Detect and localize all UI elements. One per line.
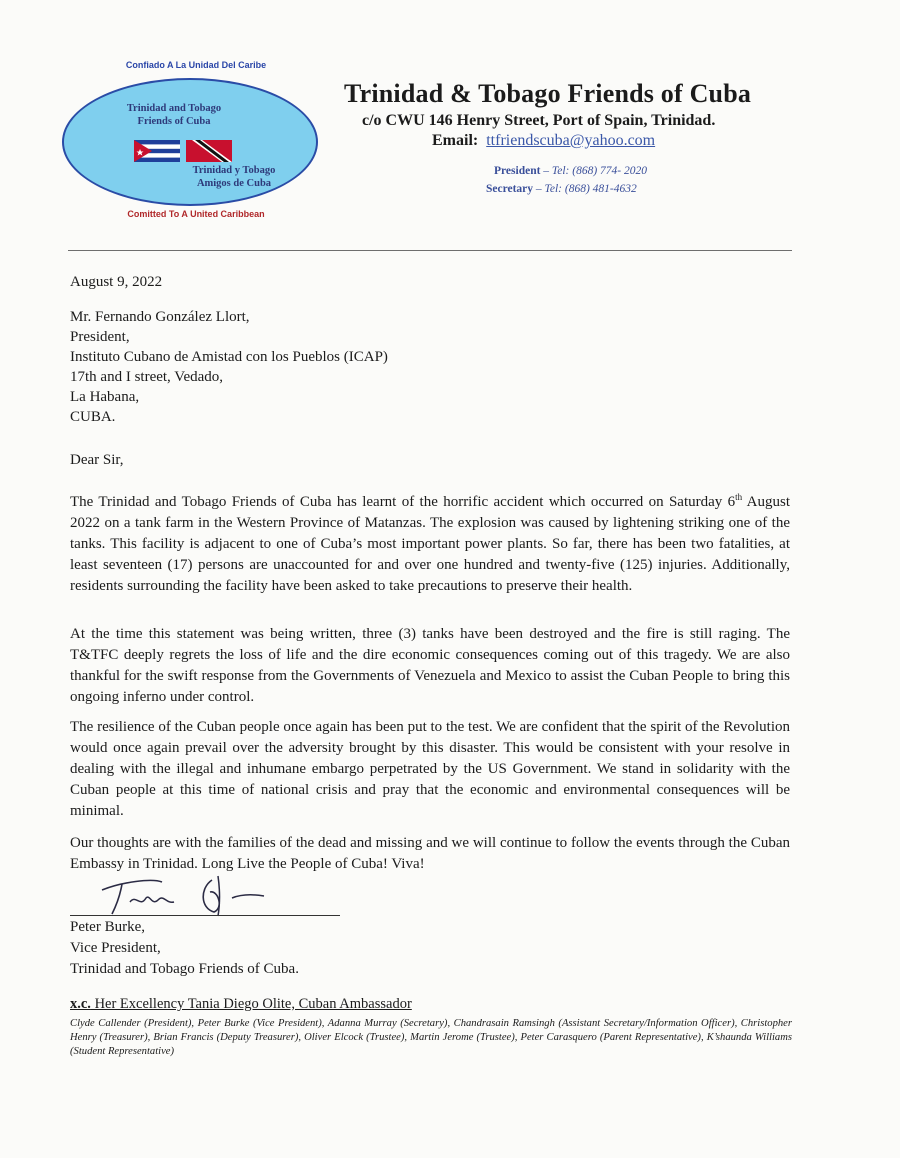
org-title: Trinidad & Tobago Friends of Cuba — [344, 79, 752, 108]
logo-name-english: Trinidad and Tobago Friends of Cuba — [126, 103, 222, 127]
recipient-line: CUBA. — [70, 409, 116, 425]
salutation: Dear Sir, — [70, 452, 124, 468]
secretary-contact — [486, 183, 786, 195]
cc-label: x.c. — [70, 996, 91, 1012]
cc-recipient — [70, 996, 790, 1013]
signature-line — [70, 915, 340, 916]
recipient-line: Instituto Cubano de Amistad con los Pueblos (ICAP) — [70, 349, 388, 365]
signer-title: Vice President, — [70, 940, 161, 956]
paragraph-4: Our thoughts are with the families of the dead and missing and we will continue to follow the events through the Cuban Embassy in Trinidad. Long Live the People of Cuba! Viva! — [70, 835, 790, 872]
signer-org: Trinidad and Tobago Friends of Cuba. — [70, 961, 299, 977]
recipient-line: La Habana, — [70, 389, 140, 405]
email-label: Email: — [432, 132, 479, 149]
secretary-role: Secretary — [486, 183, 534, 195]
recipient-address — [70, 307, 790, 427]
paragraph-1: The Trinidad and Tobago Friends of Cuba has learnt of the horrific accident which occurred on Saturday 6th August 2022 on a tank farm in the Western Province of Matanzas. The explosion was caused by lightening striking one of the tanks. This facility is adjacent to one of Cuba’s most important power plants. So far, there has been two fatalities, at least seventeen (17) persons are unaccounted for and over one hundred and twenty-five (125) injuries. Additionally, residents surrounding the facility have been asked to take precautions to preserve their health. — [70, 492, 790, 594]
handwritten-signature-icon — [92, 868, 322, 920]
signer-name: Peter Burke, — [70, 919, 145, 935]
paragraph-2: At the time this statement was being written, three (3) tanks have been destroyed and the fire is still raging. The T&TFC deeply regrets the loss of life and the dire economic consequences coming out of this tragedy. We are also thankful for the swift response from the Governments of Venezuela and Mexico to assist the Cuban People to bring this ongoing inferno under control. — [70, 626, 790, 705]
cc-committee-list: Clyde Callender (President), Peter Burke (Vice President), Adanna Murray (Secretary), Chandrasain Ramsingh (Assistant Secretary/Information Officer), Christopher Henry (Treasurer), Brian Francis (Deputy Treasurer), Oliver Elcock (Trustee), Martin Jerome (Trustee), Peter Carasquero (Parent Representative), K’shaunda Williams (Student Representative) — [70, 1018, 792, 1057]
signer-block — [70, 917, 790, 980]
email-link[interactable]: ttfriendscuba@yahoo.com — [486, 132, 656, 149]
org-logo — [58, 60, 320, 230]
recipient-line: Mr. Fernando González Llort, — [70, 309, 250, 325]
secretary-tel: – Tel: (868) 481-4632 — [535, 183, 637, 195]
logo-motto-bottom: Comitted To A United Caribbean — [127, 209, 265, 219]
header-divider — [68, 250, 792, 251]
paragraph-3: The resilience of the Cuban people once again has been put to the test. We are confident that the spirit of the Revolution would once again prevail over the adversity brought by this disaster. This would be consistent with your resolve in dealing with the illegal and inhumane embargo perpetrated by the US Government. We stand in solidarity with the Cuban people at this time of national crisis and pray that the economic and environmental consequences will be minimal. — [70, 719, 790, 819]
cc-ambassador: Her Excellency Tania Diego Olite, Cuban Ambassador — [90, 996, 412, 1012]
recipient-line: President, — [70, 329, 130, 345]
president-tel: – Tel: (868) 774- 2020 — [543, 165, 648, 177]
org-email-row — [432, 132, 792, 150]
org-address: c/o CWU 146 Henry Street, Port of Spain, Trinidad. — [362, 112, 716, 129]
logo-motto-top: Confiado A La Unidad Del Caribe — [125, 60, 267, 70]
president-role: President — [494, 165, 541, 177]
recipient-line: 17th and I street, Vedado, — [70, 369, 224, 385]
cuba-tt-flags-icon — [134, 136, 244, 166]
president-contact — [494, 165, 794, 177]
logo-name-spanish: Trinidad y Tobago Amigos de Cuba — [192, 165, 276, 189]
letter-date: August 9, 2022 — [70, 274, 163, 290]
